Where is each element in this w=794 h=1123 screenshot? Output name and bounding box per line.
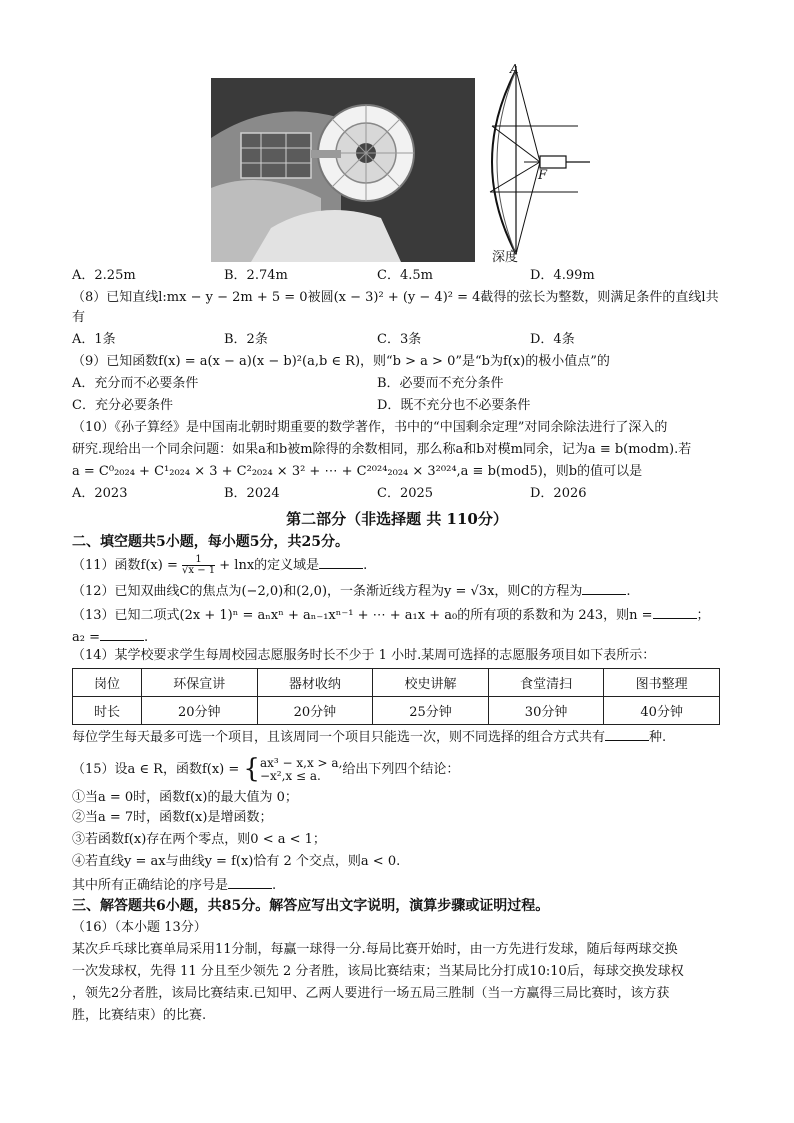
table-cell: 20分钟 — [142, 697, 258, 725]
q13-answer-blank-a2[interactable] — [100, 626, 144, 641]
q15-answer-blank[interactable] — [228, 874, 272, 889]
q7-option-a: A．2.25m — [72, 268, 136, 283]
q16-line-3: ，领先2分者胜，该局比赛结束.已知甲、乙两人要进行一场五局三胜制（当一方赢得三局比赛时，该方获 — [72, 986, 670, 1001]
q11-text: （11）函数f(x) = $\frac{1}{√x - 1}$ + lnx的定义域是 . — [72, 554, 368, 576]
table-header-cell: 环保宣讲 — [142, 669, 258, 697]
table-cell: 40分钟 — [604, 697, 720, 725]
q9-option-d: D．既不充分也不必要条件 — [377, 398, 531, 413]
q10-option-c: C．2025 — [377, 486, 434, 501]
antenna-diagram — [478, 62, 596, 264]
satellite-photo — [211, 78, 475, 262]
part2-title: 第二部分（非选择题 共 110分） — [286, 510, 508, 528]
q11-frac-num: 1 — [182, 555, 215, 566]
table-header-cell: 岗位 — [73, 669, 142, 697]
q9-option-a: A．充分而不必要条件 — [72, 376, 199, 391]
q9-option-b: B．必要而不充分条件 — [377, 376, 504, 391]
q13-text-line1: （13）已知二项式(2x + 1)ⁿ = aₙxⁿ + aₙ₋₁xⁿ⁻¹ + ⋯ + a₁x + a₀的所有项的系数和为 243，则n = — [72, 608, 653, 623]
volunteer-table — [72, 668, 720, 725]
section3-title: 三、解答题共6小题，共85分。解答应写出文字说明，演算步骤或证明过程。 — [72, 898, 550, 914]
q8-option-c: C．3条 — [377, 332, 422, 347]
q16-line-1: 某次乒乓球比赛单局采用11分制，每赢一球得一分.每局比赛开始时，由一方先进行发球，随后每两球交换 — [72, 942, 678, 957]
q15-final-line: 其中所有正确结论的序号是 . — [72, 874, 276, 896]
q12-line: （12）已知双曲线C的焦点为(−2,0)和(2,0)，一条渐近线方程为y = √3x，则C的方程为 . — [72, 580, 631, 602]
parabola-diagram-svg — [478, 62, 596, 264]
q16-line-4: 胜，比赛结束）的比赛. — [72, 1008, 207, 1023]
q15-conclusion-3: ③若函数f(x)存在两个零点，则0 < a < 1； — [72, 832, 326, 847]
q10-text-line2: 研究.现给出一个同余问题：如果a和b被m除得的余数相同，那么称a和b对模m同余，记为a ≡ b(modm).若 — [72, 442, 692, 457]
q11-before: （11）函数f(x) = — [72, 558, 182, 573]
q14-after-end: 种. — [649, 730, 667, 745]
diagram-caption: 深度 — [492, 250, 519, 265]
table-cell: 时长 — [73, 697, 142, 725]
q13-answer-blank-n[interactable] — [653, 604, 697, 619]
q15-piece2: −x²,x ≤ a. — [259, 768, 321, 783]
q14-answer-blank[interactable] — [605, 726, 649, 741]
q12-text: （12）已知双曲线C的焦点为(−2,0)和(2,0)，一条渐近线方程为y = √3x，则C的方程为 — [72, 584, 583, 599]
q9-option-c: C．充分必要条件 — [72, 398, 173, 413]
q8-option-d: D．4条 — [530, 332, 575, 347]
q13-line2: a₂ = . — [72, 626, 148, 648]
q10-text-line1: （10）《孙子算经》是中国南北朝时期重要的数学著作，书中的“中国剩余定理”对同余除法进行了深入的 — [72, 420, 668, 435]
q16-line-2: 一次发球权，先得 11 分且至少领先 2 分者胜，该局比赛结束；当某局比分打成10:10后，每球交换发球权 — [72, 964, 684, 979]
q7-option-c: C．4.5m — [377, 268, 433, 283]
q15-line — [72, 752, 459, 783]
q15-final: 其中所有正确结论的序号是 — [72, 878, 229, 893]
q13-line1 — [72, 604, 710, 626]
q14-after-line — [72, 726, 666, 748]
q16-header: （16）（本小题 13分） — [72, 920, 207, 935]
q15-before: （15）设a ∈ R，函数f(x) = — [72, 762, 244, 777]
diagram-label-a: A — [510, 62, 519, 76]
q11-fraction — [182, 555, 215, 576]
table-cell: 30分钟 — [488, 697, 604, 725]
q14-after-text: 每位学生每天最多可选一个项目，且该周同一个项目只能选一次，则不同选择的组合方式共有 — [72, 730, 606, 745]
table-cell: 25分钟 — [373, 697, 489, 725]
q15-conclusion-1: ①当a = 0时，函数f(x)的最大值为 0； — [72, 790, 298, 805]
q8-option-b: B．2条 — [224, 332, 268, 347]
q15-piecewise — [260, 757, 342, 783]
q10-text-line3: a = C⁰₂₀₂₄ + C¹₂₀₂₄ × 3 + C²₂₀₂₄ × 3² + ⋯ + C²⁰²⁴₂₀₂₄ × 3²⁰²⁴,a ≡ b(mod5)，则b的值可以是 — [72, 464, 643, 479]
q11-after: + lnx的定义域是 — [215, 558, 320, 573]
section2-title: 二、填空题共5小题，每小题5分，共25分。 — [72, 534, 349, 550]
table-row — [73, 697, 720, 725]
q10-option-b: B．2024 — [224, 486, 280, 501]
q12-answer-blank[interactable] — [582, 580, 626, 595]
q11-answer-blank[interactable] — [319, 554, 363, 569]
table-header-cell: 食堂清扫 — [488, 669, 604, 697]
q14-text: （14）某学校要求学生每周校园志愿服务时长不少于 1 小时.某周可选择的志愿服务项目如下表所示： — [72, 648, 656, 663]
q8-text-line2: 有 — [72, 310, 86, 325]
q15-brace: { — [243, 754, 260, 784]
table-header-cell: 图书整理 — [604, 669, 720, 697]
q9-text: （9）已知函数f(x) = a(x − a)(x − b)²(a,b ∈ R)，则“b > a > 0”是“b为f(x)的极小值点”的 — [72, 354, 610, 369]
satellite-illustration — [211, 78, 475, 262]
table-header-cell: 器材收纳 — [257, 669, 373, 697]
table-header-row — [73, 669, 720, 697]
q13-text-line2: a₂ = — [72, 630, 100, 645]
q13-line1-end: ； — [696, 608, 710, 623]
q15-after: 给出下列四个结论： — [342, 762, 460, 777]
table-cell: 20分钟 — [257, 697, 373, 725]
q7-option-b: B．2.74m — [224, 268, 288, 283]
table-header-cell: 校史讲解 — [373, 669, 489, 697]
q10-option-d: D．2026 — [530, 486, 587, 501]
q8-text-line1: （8）已知直线l:mx − y − 2m + 5 = 0被圆(x − 3)² + (y − 4)² = 4截得的弦长为整数，则满足条件的直线l共 — [72, 290, 719, 305]
q15-conclusion-4: ④若直线y = ax与曲线y = f(x)恰有 2 个交点，则a < 0. — [72, 854, 401, 869]
q7-option-d: D．4.99m — [530, 268, 595, 283]
q11-frac-den: √x − 1 — [182, 565, 216, 576]
diagram-label-f: F — [538, 168, 548, 183]
q8-option-a: A．1条 — [72, 332, 116, 347]
q15-piece1: ax³ − x,x > a, — [259, 755, 343, 770]
q15-conclusion-2: ②当a = 7时，函数f(x)是增函数； — [72, 810, 273, 825]
q10-option-a: A．2023 — [72, 486, 128, 501]
